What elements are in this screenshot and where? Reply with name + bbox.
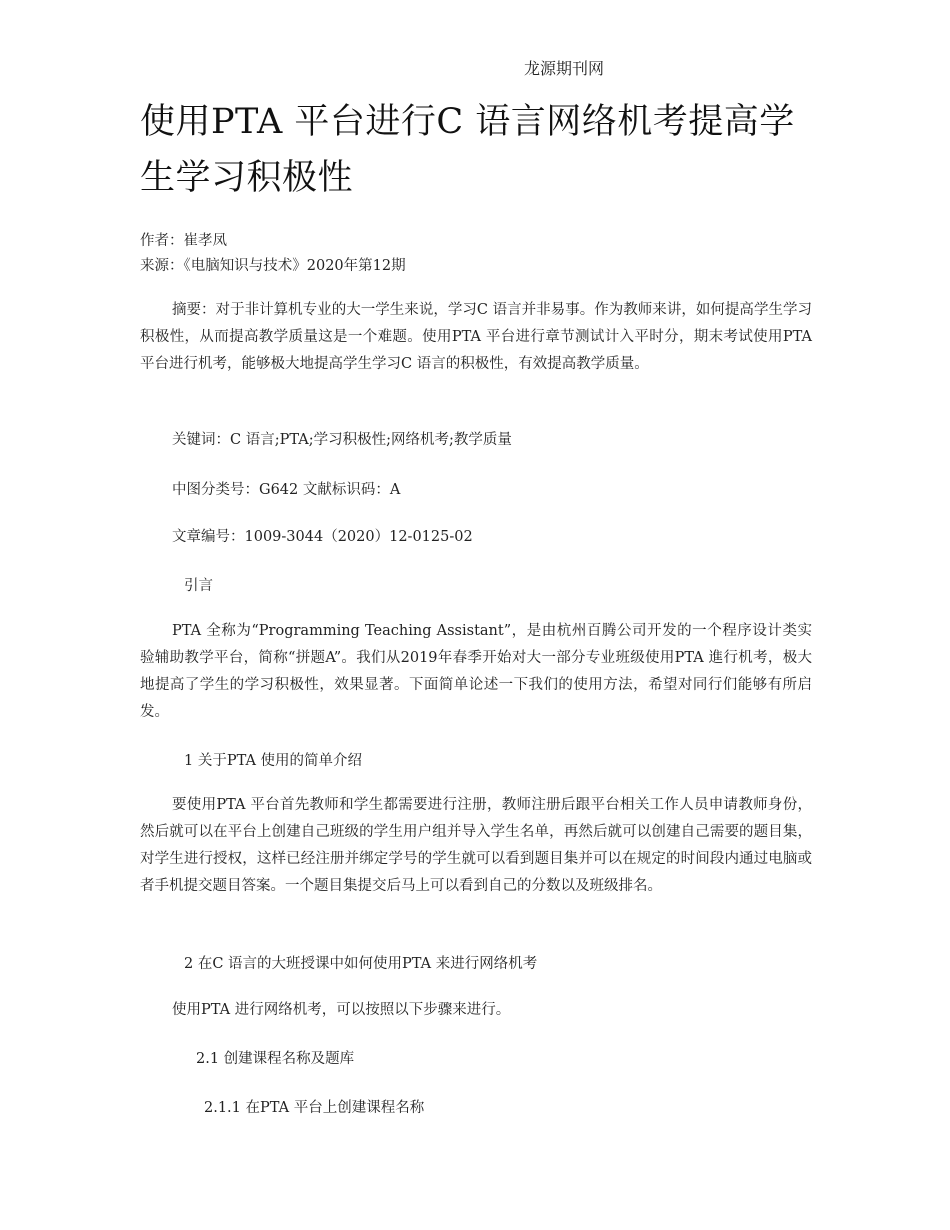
- author-line: 作者：崔孝凤: [140, 233, 227, 249]
- article-number-line: 文章编号：1009-3044（2020）12-0125-02: [172, 529, 473, 545]
- intro-heading: 引言: [184, 578, 213, 594]
- keywords-line: 关键词：C 语言;PTA;学习积极性;网络机考;教学质量: [172, 432, 512, 448]
- subsection-heading: 2.1 创建课程名称及题库: [196, 1051, 355, 1067]
- section2-heading: 2 在C 语言的大班授课中如何使用PTA 来进行网络机考: [184, 956, 538, 972]
- site-name: 龙源期刊网: [524, 59, 605, 78]
- section2-paragraph: 使用PTA 进行网络机考，可以按照以下步骤来进行。: [172, 1002, 511, 1018]
- abstract-paragraph: 摘要：对于非计算机专业的大一学生来说，学习C 语言并非易事。作为教师来讲，如何提高学生学习积极性，从而提高教学质量这是一个难题。使用PTA 平台进行章节测试计入平时分，期末考试使用PTA 平台进行机考，能够极大地提高学生学习C 语言的积极性，有效提高教学质量。: [140, 302, 812, 372]
- classification-line: 中图分类号：G642 文献标识码：A: [172, 482, 401, 498]
- subsubsection-heading: 2.1.1 在PTA 平台上创建课程名称: [204, 1100, 425, 1116]
- intro-paragraph: PTA 全称为“Programming Teaching Assistant”，是由杭州百腾公司开发的一个程序设计类实验辅助教学平台，简称“拼题A”。我们从2019年春季开始对大一部分专业班级使用PTA 進行机考，极大地提高了学生的学习积极性，效果显著。下面简单论述一下我们的使用方法，希望对同行们能够有所启发。: [140, 623, 812, 720]
- article-title: 使用PTA 平台进行C 语言网络机考提高学生学习积极性: [140, 102, 795, 198]
- section1-paragraph: 要使用PTA 平台首先教师和学生都需要进行注册，教师注册后跟平台相关工作人员申请教师身份，然后就可以在平台上创建自己班级的学生用户组并导入学生名单，再然后就可以创建自己需要的题目集，对学生进行授权，这样已经注册并绑定学号的学生就可以看到题目集并可以在规定的时间段内通过电脑或者手机提交题目答案。一个题目集提交后马上可以看到自己的分数以及班级排名。: [140, 797, 812, 894]
- section1-heading: 1 关于PTA 使用的简单介绍: [184, 753, 363, 769]
- source-line: 来源：《电脑知识与技术》2020年第12期: [140, 258, 406, 274]
